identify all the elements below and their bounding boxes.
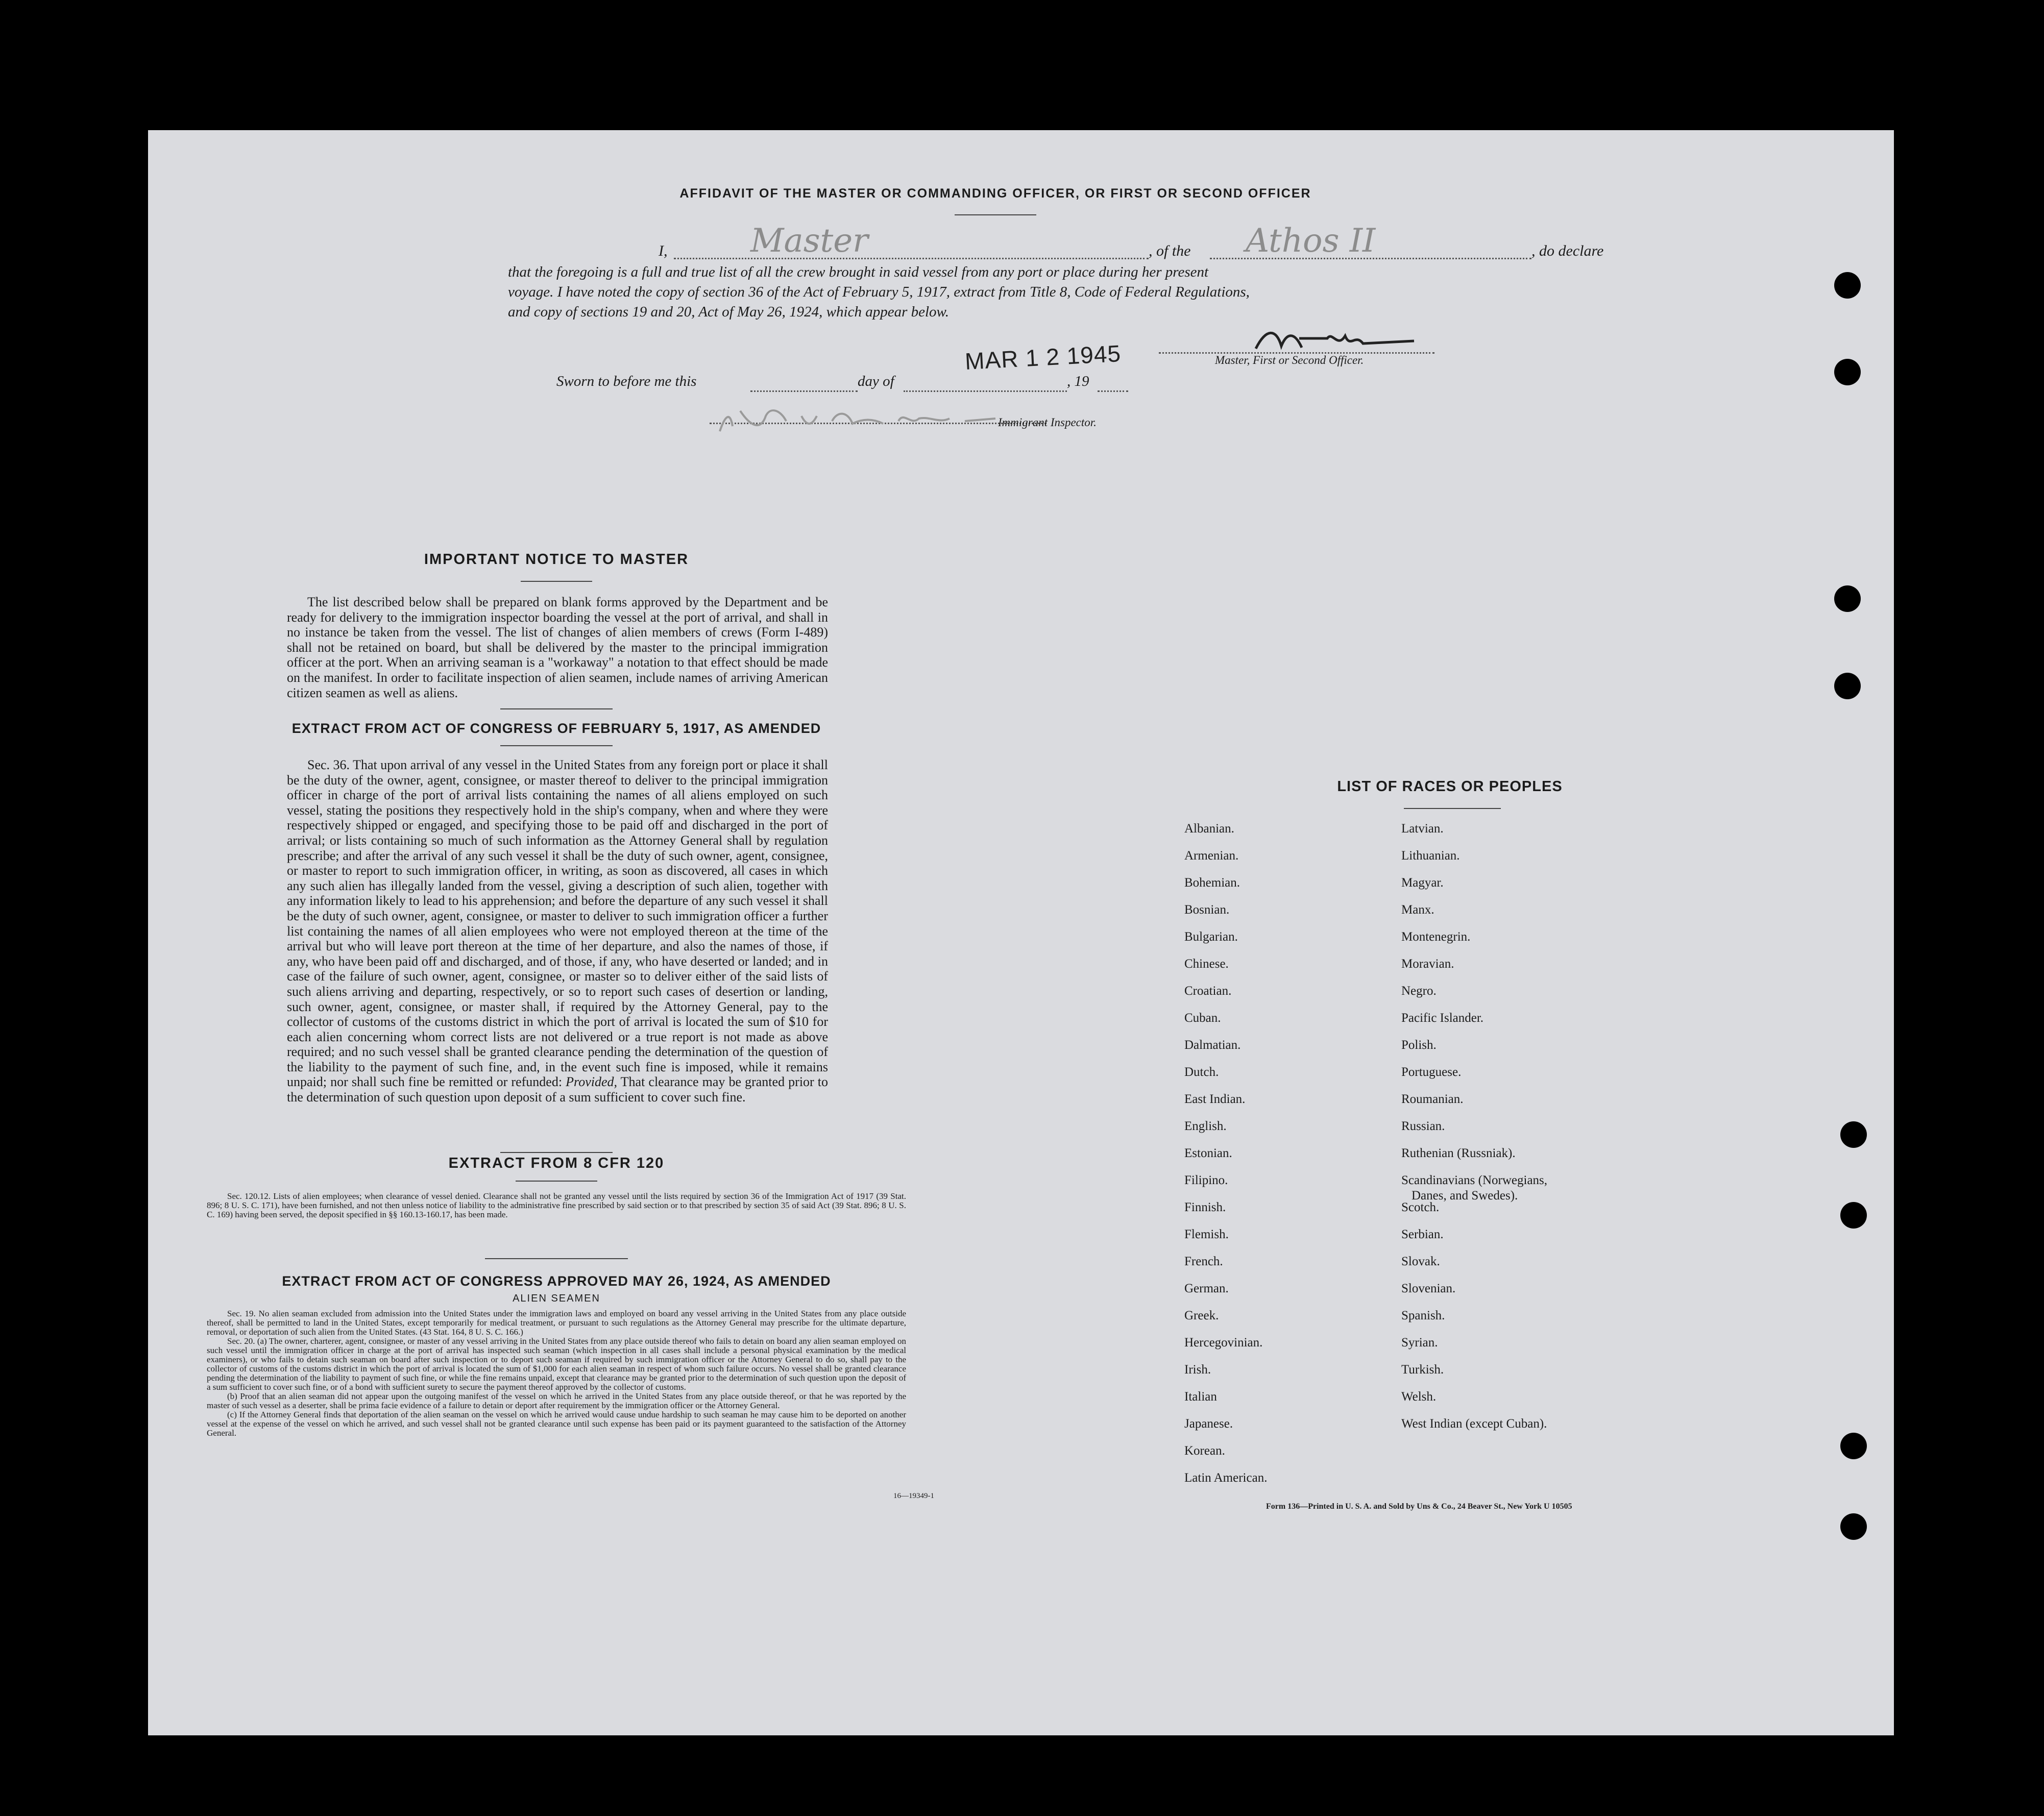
cfr-rule — [516, 1181, 597, 1182]
race-item: West Indian (except Cuban). — [1401, 1417, 1547, 1431]
name-handwritten: Master — [750, 222, 868, 260]
race-item: Spanish. — [1401, 1309, 1445, 1322]
declare-label: , do declare — [1531, 242, 1604, 259]
race-item: Negro. — [1401, 984, 1437, 998]
race-item: Scandinavians (Norwegians, — [1401, 1173, 1548, 1187]
extract-1917-rule — [500, 745, 613, 746]
notice-rule — [521, 581, 592, 582]
race-item: Danes, and Swedes). — [1412, 1189, 1518, 1203]
sec-20a-paragraph: Sec. 20. (a) The owner, charterer, agent, consignee, or master of any vessel arriving in the United States from any place outside thereof who fails to detain on board any alien seaman employed on such vessel until the immigration officer in charge at the port of arrival has inspected such seaman (which inspection in all cases shall include a personal physical examination by the medical examiners), or who fails to detain such seaman on board after such inspection or to deport such seaman if required by such immigration officer or the Attorney General to do so, shall pay to the collector of customs of the customs district in which the port of arrival is located the sum of $1,000 for each alien seaman in respect of whom such failure occurs. No vessel shall be granted clearance pending the determination of the liability to payment of such fine, or while the fine remains unpaid, except that clearance may be granted prior to the determination of such question upon the deposit of a sum sufficient to cover such fine, or of a bond with sufficient surety to secure the payment thereof approved by the collector of customs. — [207, 1336, 906, 1392]
master-caption: Master, First or Second Officer. — [1215, 354, 1364, 366]
cfr-title: EXTRACT FROM 8 CFR 120 — [448, 1155, 665, 1171]
race-item: Armenian. — [1184, 849, 1239, 863]
binder-hole — [1840, 1121, 1867, 1148]
race-item: Korean. — [1184, 1444, 1225, 1458]
alien-seamen-subtitle: ALIEN SEAMEN — [513, 1293, 600, 1304]
inspector-signature — [710, 396, 1047, 441]
extract-1924-text — [207, 1309, 906, 1438]
race-item: Hercegovinian. — [1184, 1336, 1263, 1349]
sec-36-text-a: That upon arrival of any vessel in the United States from any foreign port or place it shall be the duty of the owner, agent, consignee, or master thereof to deliver to the principal immigration officer in charge of the port of arrival lists containing the names of all aliens employed on such vessel, stating the positions they respectively hold in the ship's company, when and where they were respectively shipped or engaged, and specifying those to be paid off and discharged in the port of arrival; or lists containing so much of such information as the Attorney General shall by regulation prescribe; and after the arrival of any such vessel it shall be the duty of such owner, agent, consignee, or master to report to such immigration officer, in writing, as soon as discovered, all cases in which any such alien has illegally landed from the vessel, giving a description of such alien, together with any information likely to lead to his apprehension; and before the departure of any such vessel it shall be the duty of such owner, agent, consignee, or master to deliver to such immigration officer a further list containing the names of all alien employees who were not employed thereon at the time of the arrival but who will leave port thereon at the time of her departure, and also the names of those, if any, who have been paid off and discharged, and of those, if any, who have deserted or landed; and in case of the failure of such owner, agent, consignee, or master so to deliver either of the said lists of such aliens arriving and departing, respectively, or so to report such cases of desertion or landing, such owner, agent, consignee, or master shall, if required by the Attorney General, pay to the collector of customs of the customs district in which the port of arrival is located the sum of $10 for each alien concerning whom correct lists are not delivered or a true report is not made as above required; and no such vessel shall be granted clearance pending the determination of the question of the liability to the payment of such fine, and, in the event such fine is imposed, while it remains unpaid; nor shall such fine be remitted or refunded: — [287, 757, 828, 1090]
races-rule — [1404, 808, 1501, 809]
race-item: Bosnian. — [1184, 903, 1230, 917]
notice-text — [287, 595, 828, 700]
extract-1924-title: EXTRACT FROM ACT OF CONGRESS APPROVED MAY 26, 1924, AS AMENDED — [282, 1273, 831, 1289]
affidavit-line-2: that the foregoing is a full and true list of all the crew brought in said vessel from any port or place during her present — [508, 264, 1209, 280]
race-item: German. — [1184, 1282, 1229, 1295]
affidavit-line-3: voyage. I have noted the copy of section 36 of the Act of February 5, 1917, extract from Title 8, Code of Federal Regulations, — [508, 284, 1250, 300]
cfr-text — [207, 1192, 906, 1219]
master-signature — [1246, 318, 1419, 359]
race-item: Slovak. — [1401, 1255, 1440, 1268]
day-of-label: day of — [858, 373, 894, 389]
race-item: Magyar. — [1401, 876, 1444, 890]
race-item: Dutch. — [1184, 1065, 1219, 1079]
race-item: Latvian. — [1401, 822, 1444, 836]
race-item: French. — [1184, 1255, 1223, 1268]
affidavit-line-4: and copy of sections 19 and 20, Act of May 26, 1924, which appear below. — [508, 304, 949, 320]
form-page — [148, 130, 1894, 1735]
binder-hole — [1840, 1513, 1867, 1540]
race-item: Chinese. — [1184, 957, 1229, 971]
sec-36-label: Sec. 36. — [307, 757, 350, 772]
form-footer: Form 136—Printed in U. S. A. and Sold by Uns & Co., 24 Beaver St., New York U 10505 — [1266, 1502, 1572, 1511]
race-item: Irish. — [1184, 1363, 1211, 1377]
race-item: Bohemian. — [1184, 876, 1240, 890]
sworn-label: Sworn to before me this — [556, 373, 697, 389]
extract-1917-text — [287, 757, 828, 1105]
print-code: 16—19349-1 — [893, 1492, 934, 1500]
race-item: Estonian. — [1184, 1146, 1232, 1160]
race-item: Greek. — [1184, 1309, 1219, 1322]
race-item: Italian — [1184, 1390, 1217, 1404]
race-item: Russian. — [1401, 1119, 1445, 1133]
binder-hole — [1834, 359, 1861, 385]
date-stamp: MAR 1 2 1945 — [964, 340, 1122, 375]
race-item: Japanese. — [1184, 1417, 1233, 1431]
race-item: Filipino. — [1184, 1173, 1228, 1187]
binder-hole — [1840, 1433, 1867, 1459]
provided-word: Provided, — [566, 1074, 618, 1090]
race-item: East Indian. — [1184, 1092, 1246, 1106]
inspector-caption: Immigrant Inspector. — [998, 416, 1097, 429]
of-the-label: , of the — [1149, 242, 1191, 259]
race-item: Lithuanian. — [1401, 849, 1460, 863]
race-item: Welsh. — [1401, 1390, 1437, 1404]
race-item: Bulgarian. — [1184, 930, 1238, 944]
race-item: Slovenian. — [1401, 1282, 1456, 1295]
cfr-top-rule — [500, 1152, 613, 1153]
race-item: Pacific Islander. — [1401, 1011, 1484, 1025]
extract-1924-top-rule — [485, 1258, 628, 1259]
race-item: Flemish. — [1184, 1228, 1229, 1241]
binder-hole — [1834, 585, 1861, 612]
race-item: Finnish. — [1184, 1200, 1226, 1214]
race-item: Croatian. — [1184, 984, 1232, 998]
binder-hole — [1834, 272, 1861, 299]
title-rule — [955, 214, 1036, 215]
i-label: I, — [659, 242, 668, 259]
notice-paragraph: The list described below shall be prepared on blank forms approved by the Department and be ready for delivery to the immigration inspector boarding the vessel at the port of arrival, and shall in no instance be taken from the vessel. The list of changes of alien members of crews (Form I-489) shall not be retained on board, but shall be delivered by the master to the principal immigration officer at the port. When an arriving seaman is a "workaway" a notation to that effect should be made on the manifest. In order to facilitate inspection of alien seamen, include names of arriving American citizen seamen as well as aliens. — [287, 595, 828, 700]
cfr-paragraph: Sec. 120.12. Lists of alien employees; when clearance of vessel denied. Clearance shall not be granted any vessel until the lists required by section 36 of the Immigration Act of 1917 (39 Stat. 896; 8 U. S. C. 171), have been furnished, and not then unless notice of liability to the administrative fine prescribed by said section or to that prescribed by section 35 of said Act (39 Stat. 896; 8 U. S. C. 169) having been served, the deposit specified in §§ 160.13-160.17, has been made. — [207, 1191, 906, 1219]
race-item: Latin American. — [1184, 1471, 1268, 1485]
race-item: Syrian. — [1401, 1336, 1438, 1349]
race-item: Roumanian. — [1401, 1092, 1464, 1106]
races-title: LIST OF RACES OR PEOPLES — [1337, 778, 1563, 795]
vessel-handwritten: Athos II — [1246, 222, 1376, 260]
race-item: Ruthenian (Russniak). — [1401, 1146, 1516, 1160]
race-item: Dalmatian. — [1184, 1038, 1241, 1052]
race-item: Serbian. — [1401, 1228, 1444, 1241]
race-item: Albanian. — [1184, 822, 1234, 836]
extract-1917-title: EXTRACT FROM ACT OF CONGRESS OF FEBRUARY 5, 1917, AS AMENDED — [291, 721, 821, 736]
name-line — [674, 258, 1149, 259]
race-item: Manx. — [1401, 903, 1434, 917]
sec-20b-paragraph: (b) Proof that an alien seaman did not appear upon the outgoing manifest of the vessel on which he arrived in the United States from any place outside thereof, or that he was reported by the master of such vessel as a deserter, shall be prima facie evidence of a failure to detain or deport after requirement by the immigration officer or the Attorney General. — [207, 1391, 906, 1410]
race-item: Polish. — [1401, 1038, 1437, 1052]
binder-hole — [1834, 673, 1861, 699]
race-item: Turkish. — [1401, 1363, 1444, 1377]
sworn-day-line — [750, 390, 858, 392]
affidavit-title: AFFIDAVIT OF THE MASTER OR COMMANDING OFFICER, OR FIRST OR SECOND OFFICER — [679, 186, 1311, 201]
notice-title: IMPORTANT NOTICE TO MASTER — [424, 551, 689, 568]
binder-hole — [1840, 1202, 1867, 1229]
sec-36-text-b: That clearance may be granted prior to the determination of such question upon deposit of a sum sufficient to cover such fine. — [287, 1074, 829, 1105]
sec-19-paragraph: Sec. 19. No alien seaman excluded from admission into the United States under the immigration laws and employed on board any vessel arriving in the United States from any place outside thereof, shall be permitted to land in the United States, except temporarily for medical treatment, or pursuant to such regulations as the Attorney General may prescribe for the ultimate departure, removal, or deportation of such alien from the United States. (43 Stat. 164, 8 U. S. C. 166.) — [207, 1309, 906, 1337]
race-item: Moravian. — [1401, 957, 1454, 971]
race-item: English. — [1184, 1119, 1227, 1133]
race-item: Portuguese. — [1401, 1065, 1462, 1079]
notice-bottom-rule — [500, 708, 613, 709]
race-item: Scotch. — [1401, 1200, 1440, 1214]
sworn-year-line — [1098, 390, 1128, 392]
year-label: , 19 — [1067, 373, 1089, 389]
sworn-month-line — [904, 390, 1067, 392]
race-item: Montenegrin. — [1401, 930, 1471, 944]
sec-20c-paragraph: (c) If the Attorney General finds that deportation of the alien seaman on the vessel on which he arrived would cause undue hardship to such seaman he may cause him to be deported on another vessel at the expense of the vessel on which he arrived, and such vessel shall not be granted clearance until such expense has been paid or its payment guaranteed to the satisfaction of the Attorney General. — [207, 1410, 906, 1438]
race-item: Cuban. — [1184, 1011, 1221, 1025]
